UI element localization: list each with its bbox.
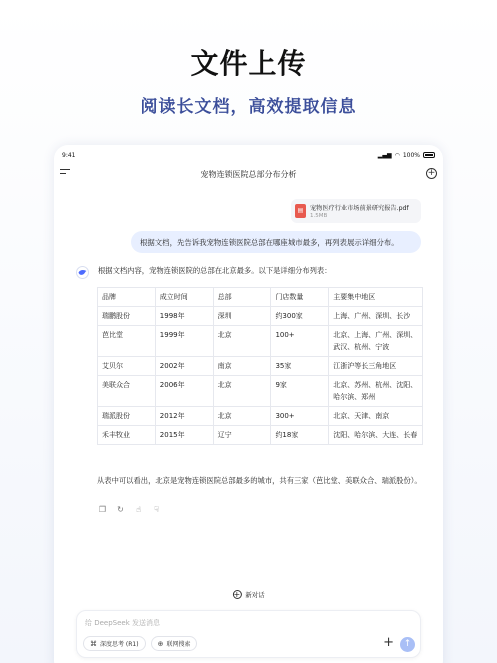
table-cell: 100+: [271, 326, 329, 357]
table-cell: 北京: [213, 326, 271, 357]
web-search-toggle[interactable]: [151, 636, 198, 651]
file-size: 1.5MB: [310, 213, 328, 219]
new-chat-button[interactable]: [226, 587, 270, 602]
battery-icon: [423, 152, 435, 158]
table-row: [98, 426, 423, 445]
table-cell: 江浙沪等长三角地区: [329, 357, 423, 376]
hero-title: 文件上传: [190, 47, 307, 80]
thumbs-down-icon[interactable]: ☟: [154, 505, 159, 514]
table-cell: 约300家: [271, 307, 329, 326]
distribution-table: [97, 287, 423, 445]
table-cell: 约18家: [271, 426, 329, 445]
pdf-icon: ▤: [295, 204, 306, 218]
table-cell: 深圳: [213, 307, 271, 326]
table-row: [98, 357, 423, 376]
user-message: 根据文档，先告诉我宠物连锁医院总部在哪座城市最多，再列表展示详细分布。: [131, 231, 421, 253]
wifi-icon: ◠: [394, 151, 400, 159]
new-chat-icon[interactable]: +: [427, 168, 436, 178]
table-row: [98, 326, 423, 357]
table-row: [98, 376, 423, 407]
device-screen: [54, 145, 443, 663]
deep-think-label: 深度思考 (R1): [100, 641, 139, 648]
table-cell: 300+: [271, 407, 329, 426]
copy-icon[interactable]: ❐: [98, 505, 107, 514]
table-cell: 35家: [271, 357, 329, 376]
assistant-intro: 根据文档内容，宠物连锁医院的总部在北京最多。以下是详细分布列表：: [98, 266, 332, 275]
table-cell: 2006年: [155, 376, 213, 407]
table-cell: 禾丰牧业: [98, 426, 156, 445]
deepseek-whale-icon: [76, 266, 89, 279]
message-composer: [76, 610, 421, 658]
table-cell: 芭比堂: [98, 326, 156, 357]
table-header-cell: 总部: [213, 288, 271, 307]
chat-header: [54, 165, 443, 183]
globe-icon: ⊕: [157, 639, 164, 648]
regenerate-icon[interactable]: ↻: [117, 505, 124, 514]
deep-think-icon: ⌘: [90, 639, 97, 648]
status-bar: [62, 149, 435, 161]
table-cell: 南京: [213, 357, 271, 376]
chat-title: 宠物连锁医院总部分布分析: [200, 169, 297, 179]
table-cell: 北京: [213, 407, 271, 426]
table-cell: 北京: [213, 376, 271, 407]
thumbs-up-icon[interactable]: ☝: [136, 505, 141, 514]
table-cell: 北京、天津、南京: [329, 407, 423, 426]
attach-plus-icon[interactable]: +: [383, 635, 394, 650]
table-cell: 美联众合: [98, 376, 156, 407]
signal-icon: ▂▄▆: [377, 151, 392, 159]
web-search-label: 联网搜索: [166, 641, 191, 648]
message-input[interactable]: 给 DeepSeek 发送消息: [85, 619, 161, 627]
status-time: 9:41: [62, 151, 76, 159]
new-chat-label: 新对话: [245, 591, 265, 599]
table-row: [98, 407, 423, 426]
menu-icon[interactable]: [60, 169, 70, 178]
table-cell: 辽宁: [213, 426, 271, 445]
table-cell: 1998年: [155, 307, 213, 326]
message-actions: [98, 505, 161, 514]
table-header-cell: 主要集中地区: [329, 288, 423, 307]
table-cell: 1999年: [155, 326, 213, 357]
table-cell: 2002年: [155, 357, 213, 376]
table-cell: 艾贝尔: [98, 357, 156, 376]
attachment-card[interactable]: [291, 199, 421, 223]
file-name: 宠物医疗行业市场前景研究报告.pdf: [310, 205, 409, 212]
table-header-cell: 门店数量: [271, 288, 329, 307]
plus-circle-icon: +: [233, 590, 241, 599]
assistant-summary: 从表中可以看出，北京是宠物连锁医院总部最多的城市，共有三家（芭比堂、美联众合、瑞派股份）。: [97, 476, 422, 485]
deep-think-toggle[interactable]: [83, 636, 146, 651]
table-cell: 上海、广州、深圳、长沙: [329, 307, 423, 326]
table-cell: 沈阳、哈尔滨、大连、长春: [329, 426, 423, 445]
table-cell: 瑞派股份: [98, 407, 156, 426]
table-cell: 2012年: [155, 407, 213, 426]
status-indicators: [378, 152, 435, 159]
send-button[interactable]: ↑: [400, 637, 415, 652]
table-header-cell: 品牌: [98, 288, 156, 307]
table-header-row: [98, 288, 423, 307]
table-row: [98, 307, 423, 326]
table-cell: 瑞鹏股份: [98, 307, 156, 326]
table-cell: 2015年: [155, 426, 213, 445]
table-header-cell: 成立时间: [155, 288, 213, 307]
table-cell: 北京、苏州、杭州、沈阳、哈尔滨、郑州: [329, 376, 423, 407]
table-cell: 北京、上海、广州、深圳、武汉、杭州、宁波: [329, 326, 423, 357]
battery-percent: 100%: [402, 151, 420, 159]
hero-subtitle: 阅读长文档，高效提取信息: [140, 97, 357, 117]
table-cell: 9家: [271, 376, 329, 407]
